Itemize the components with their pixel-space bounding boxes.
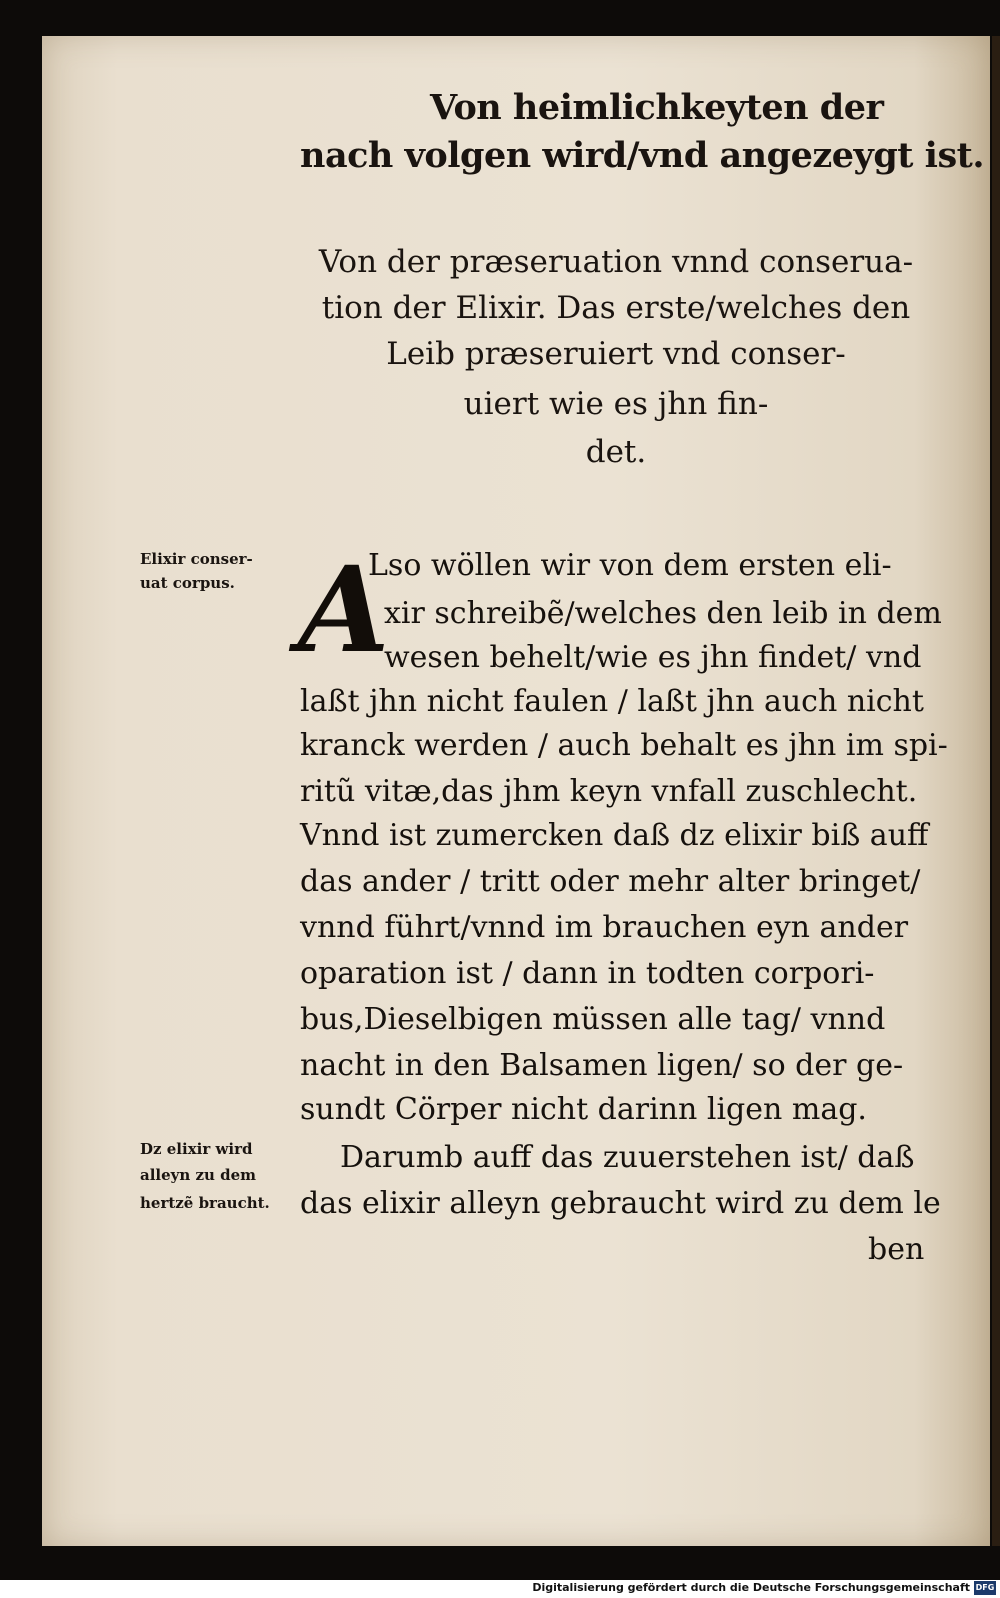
marginal-note-2-line-2: alleyn zu dem <box>140 1166 257 1184</box>
marginal-note-2-line-1: Dz elixir wird <box>140 1140 253 1158</box>
marginal-note-1-line-2: uat corpus. <box>140 574 235 592</box>
subheading-line-3: Leib præseruiert vnd conser- <box>386 336 846 372</box>
marginal-note-2-line-3: hertzẽ braucht. <box>140 1194 270 1212</box>
footer-credit: Digitalisierung gefördert durch die Deutsche Forschungsgemeinschaft <box>532 1581 970 1594</box>
subheading-line-4: uiert wie es jhn fin- <box>463 386 769 422</box>
heading-line-2: nach volgen wird/vnd angezeygt ist. <box>300 135 985 176</box>
subheading-line-2: tion der Elixir. Das erste/welches den <box>321 290 911 326</box>
subheading-line-5: det. <box>585 434 647 470</box>
body-line: laßt jhn nicht faulen / laßt jhn auch nicht <box>300 684 924 719</box>
body-line: wesen behelt/wie es jhn findet/ vnd <box>384 640 922 675</box>
catchword: ben <box>868 1232 925 1267</box>
body-line: bus,Dieselbigen müssen alle tag/ vnnd <box>300 1002 886 1037</box>
body-line: oparation ist / dann in todten corpori- <box>300 956 875 991</box>
marginal-note-1-line-1: Elixir conser- <box>140 550 253 568</box>
body-line: ritũ vitæ,das jhm keyn vnfall zuschlecht. <box>300 774 918 809</box>
body-line: das elixir alleyn gebraucht wird zu dem le <box>300 1186 941 1221</box>
page-edge <box>992 36 1000 1546</box>
body-line: sundt Cörper nicht darinn ligen mag. <box>300 1092 867 1127</box>
body-line: nacht in den Balsamen ligen/ so der ge- <box>300 1048 904 1083</box>
body-line: das ander / tritt oder mehr alter bringet/ <box>300 864 921 899</box>
body-line: vnnd führt/vnnd im brauchen eyn ander <box>300 910 909 945</box>
subheading-line-1: Von der præseruation vnnd conserua- <box>318 244 914 280</box>
body-line: kranck werden / auch behalt es jhn im spi- <box>300 728 948 763</box>
body-line: Lso wöllen wir von dem ersten eli- <box>368 548 892 583</box>
body-line: xir schreibẽ/welches den leib in dem <box>384 596 942 631</box>
heading-line-1: Von heimlichkeyten der <box>430 87 884 128</box>
decorated-initial: A <box>298 540 390 679</box>
body-line: Darumb auff das zuuerstehen ist/ daß <box>340 1140 915 1175</box>
body-line: Vnnd ist zumercken daß dz elixir biß auff <box>300 818 929 853</box>
dfg-logo: DFG <box>974 1581 996 1595</box>
